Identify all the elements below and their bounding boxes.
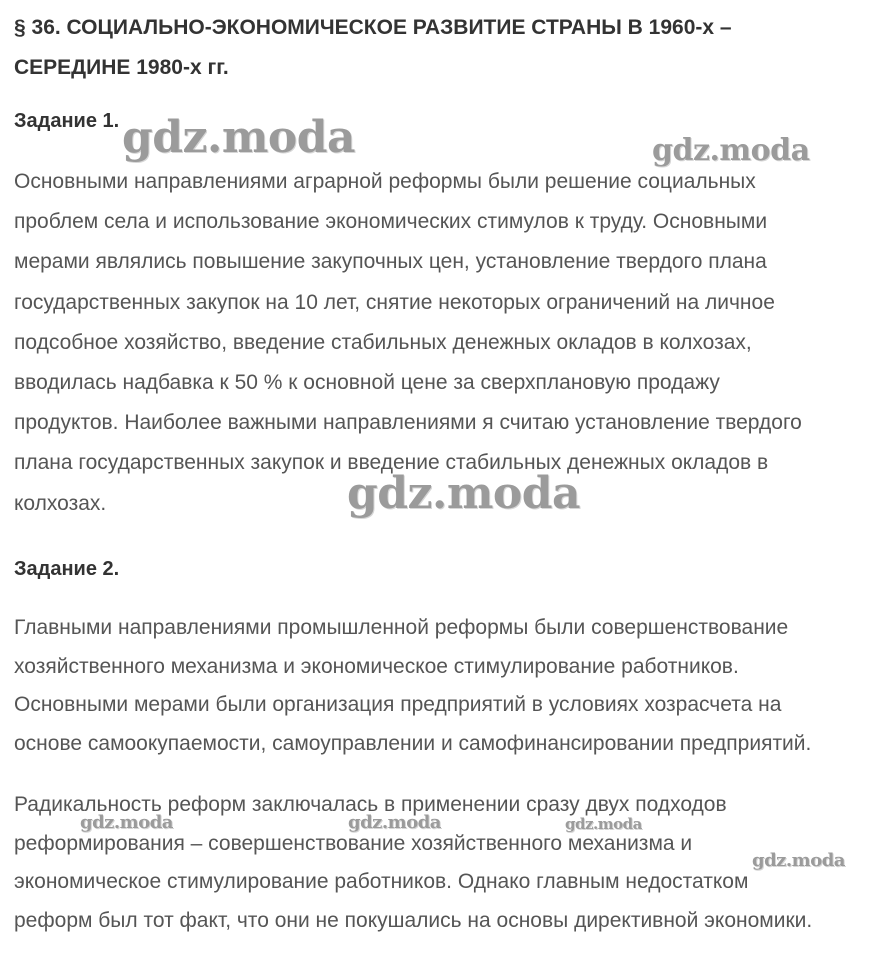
task-2-paragraph-2 (14, 786, 894, 940)
task-1-line: вводилась надбавка к 50 % к основной цене за сверхплановую продажу (14, 371, 720, 395)
task-1-line: продуктов. Наиболее важными направлениями я считаю установление твердого (14, 411, 802, 435)
task-2-line: Главными направлениями промышленной реформы были совершенствование (14, 616, 789, 639)
task-2-line: основе самоокупаемости, самоуправлении и самофинансировании предприятий. (14, 731, 812, 755)
task-1-line: подсобное хозяйство, введение стабильных денежных окладов в колхозах, (14, 330, 752, 354)
task-1-answer (14, 162, 894, 524)
task-1-line: государственных закупок на 10 лет, снятие некоторых ограничений на личное (14, 290, 775, 314)
task-1-line: мерами являлись повышение закупочных цен, установление твердого плана (14, 250, 767, 274)
watermark: gdz.moda (565, 815, 642, 833)
watermark: gdz.moda (752, 850, 845, 871)
task-2-line: хозяйственного механизма и экономическое стимулирование работников. (14, 654, 739, 678)
page-title-line-2: СЕРЕДИНЕ 1980-х гг. (14, 56, 229, 79)
page-title (14, 8, 884, 88)
watermark: gdz.moda (652, 133, 810, 168)
watermark: gdz.moda (348, 812, 441, 833)
task-2-heading: Задание 2. (14, 558, 120, 580)
task-1-line: проблем села и использование экономических стимулов к труду. Основными (14, 210, 768, 234)
task-2-paragraph-1 (14, 609, 894, 763)
task-1-line: плана государственных закупок и введение стабильных денежных окладов в (14, 451, 769, 475)
watermark: gdz.moda (347, 468, 581, 519)
task-1-heading: Задание 1. (14, 110, 120, 132)
task-2-line: экономическое стимулирование работников. Однако главным недостатком (14, 870, 749, 894)
watermark: gdz.moda (80, 812, 173, 833)
task-1-line: колхозах. (14, 491, 107, 515)
task-2-line: Основными мерами были организация предприятий в условиях хозрасчета на (14, 693, 782, 716)
page-title-line-1: § 36. СОЦИАЛЬНО-ЭКОНОМИЧЕСКОЕ РАЗВИТИЕ СТРАНЫ В 1960-х – (14, 16, 732, 39)
task-2-line: реформирования – совершенствование хозяйственного механизма и (14, 831, 693, 855)
task-2-line: Радикальность реформ заключалась в применении сразу двух подходов (14, 793, 727, 816)
task-1-line: Основными направлениями аграрной реформы были решение социальных (14, 170, 756, 193)
watermark: gdz.moda (122, 112, 356, 163)
task-2-line: реформ был тот факт, что они не покушались на основы директивной экономики. (14, 908, 813, 932)
